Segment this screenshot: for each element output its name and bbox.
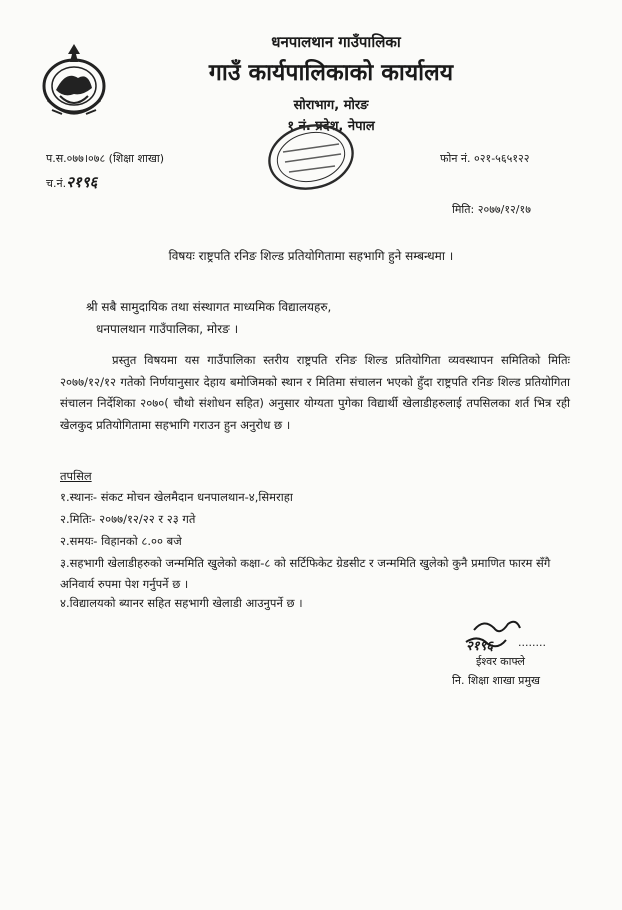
signatory-title: नि. शिक्षा शाखा प्रमुख: [452, 674, 541, 687]
address-line-1: सोराभाग, मोरङ: [293, 98, 369, 113]
office-stamp: [265, 122, 357, 192]
detail-item-date: २.मितिः- २०७७/१२/२२ र २३ गते: [60, 512, 196, 526]
signature-dots: ........: [518, 636, 546, 649]
subject-line: विषयः राष्ट्रपति रनिङ शिल्ड प्रतियोगितामा सहभागि हुने सम्बन्धमा ।: [168, 249, 454, 263]
details-heading: तपसिल: [60, 469, 92, 483]
body-paragraph: [60, 350, 570, 436]
recipient-line-2: धनपालथान गाउँपालिका, मोरङ ।: [96, 322, 239, 336]
letter-date: मिति: २०७७/१२/१७: [452, 203, 531, 216]
signature-number: २१९६: [466, 639, 494, 654]
detail-item-eligibility: ३.सहभागी खेलाडीहरुको जन्ममिति खुलेको कक्षा-८ को सर्टिफिकेट ग्रेडसीट र जन्ममिति खुलेको कुनै प्रमाणित फारम सँगै अनिवार्य रुपमा पेश गर्नुपर्ने छ ।: [60, 556, 551, 591]
detail-item-banner: ४.विद्यालयको ब्यानर सहित सहभागी खेलाडी आउनुपर्ने छ ।: [60, 596, 303, 610]
dispatch-label: च.नं.: [46, 177, 67, 190]
body-text: प्रस्तुत विषयमा यस गाउँपालिका स्तरीय राष्ट्रपति रनिङ शिल्ड प्रतियोगिता व्यवस्थापन समितिको मितिः २०७७/१२/१२ गतेको निर्णयानुसार देहाय बमोजिमको स्थान र मितिमा संचालन भएको हुँदा राष्ट्रपति रनिङ शिल्ड प्रतियोगिता संचालन निर्देशिका २०७०( चौथो संशोधन सहित) अनुसार योग्यता पुगेका विद्यार्थी खेलाडीहरुलाई तपसिलका शर्त भित्र रही खेलकुद प्रतियोगितामा सहभागि गराउन हुन अनुरोध छ ।: [60, 353, 570, 432]
office-name-small: धनपालथान गाउँपालिका: [271, 33, 401, 51]
recipient-line-1: श्री सबै सामुदायिक तथा संस्थागत माध्यमिक विद्यालयहरु,: [86, 300, 332, 314]
address-line-2: १ नं. प्रदेश, नेपाल: [287, 119, 375, 134]
letter-reference: प.स.०७७।०७८ (शिक्षा शाखा): [46, 152, 164, 165]
detail-item-venue: १.स्थानः- संकट मोचन खेलमैदान धनपालथान-४,सिमराहा: [60, 490, 293, 504]
detail-item-time: २.समयः- विहानको ८.०० बजे: [60, 534, 182, 548]
phone-number: फोन नं. ०२१-५६५१२२: [440, 152, 530, 165]
signatory-name: ईश्वर काफ्ले: [476, 655, 525, 668]
dispatch-handwritten: २१९६: [66, 173, 98, 191]
dispatch-number: [46, 172, 97, 192]
office-name-large: गाउँ कार्यपालिकाको कार्यालय: [208, 60, 454, 86]
